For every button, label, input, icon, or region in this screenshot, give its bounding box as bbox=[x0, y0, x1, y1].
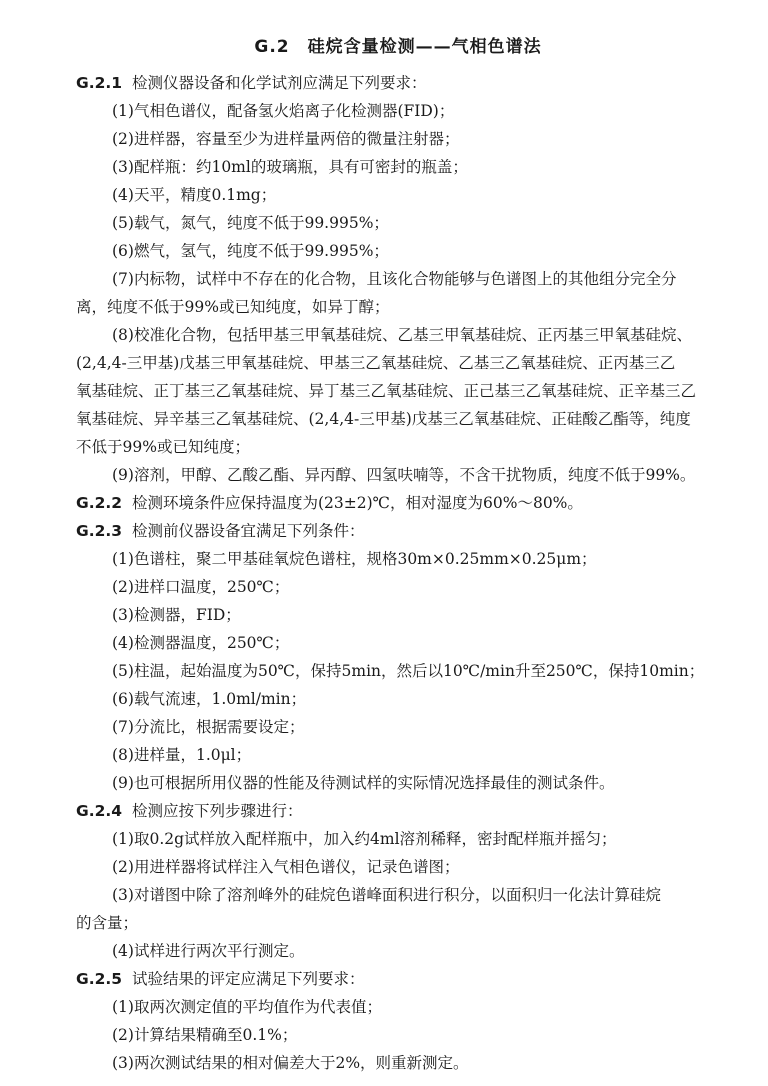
clause-text: 检测应按下列步骤进行： bbox=[132, 802, 303, 820]
clause-G-2-2 bbox=[76, 489, 720, 517]
clause-number: G.2.1 bbox=[76, 74, 123, 92]
list-item: (3)检测器，FID； bbox=[112, 606, 241, 624]
list-item: (4)天平，精度0.1mg； bbox=[112, 186, 277, 204]
clause-heading bbox=[76, 965, 720, 993]
list-item: (1)取两次测定值的平均值作为代表值； bbox=[112, 998, 382, 1016]
list-item-continuation: 氧基硅烷、异辛基三乙氧基硅烷、(2,4,4-三甲基)戊基三乙氧基硅烷、正硅酸乙酯等，纯度 bbox=[76, 410, 691, 428]
list-item: (7)分流比，根据需要设定； bbox=[112, 718, 305, 736]
document-body bbox=[76, 69, 720, 1077]
section-title: G.2 硅烷含量检测——气相色谱法 bbox=[254, 37, 542, 57]
clause-text: 检测前仪器设备宜满足下列条件： bbox=[132, 522, 365, 540]
list-item: (2)计算结果精确至0.1%； bbox=[112, 1026, 298, 1044]
list-item-continuation: 不低于99%或已知纯度； bbox=[76, 438, 250, 456]
clause-G-2-1 bbox=[76, 69, 720, 489]
list-item: (9)溶剂，甲醇、乙酸乙酯、异丙醇、四氢呋喃等，不含干扰物质，纯度不低于99%。 bbox=[112, 466, 696, 484]
clause-number: G.2.2 bbox=[76, 494, 123, 512]
list-item: (3)配样瓶：约10ml的玻璃瓶，具有可密封的瓶盖； bbox=[112, 158, 468, 176]
list-item: (3)两次测试结果的相对偏差大于2%，则重新测定。 bbox=[112, 1054, 469, 1072]
clause-text: 试验结果的评定应满足下列要求： bbox=[132, 970, 365, 988]
clause-G-2-5 bbox=[76, 965, 720, 1077]
list-item: (5)柱温，起始温度为50℃，保持5min，然后以10℃/min升至250℃，保持10min； bbox=[112, 662, 705, 680]
list-item: (3)对谱图中除了溶剂峰外的硅烷色谱峰面积进行积分，以面积归一化法计算硅烷 bbox=[112, 886, 661, 904]
list-item: (1)色谱柱，聚二甲基硅氧烷色谱柱，规格30m×0.25mm×0.25μm； bbox=[112, 550, 597, 568]
list-item: (6)载气流速，1.0ml/min； bbox=[112, 690, 307, 708]
clause-number: G.2.3 bbox=[76, 522, 123, 540]
list-item: (8)校准化合物，包括甲基三甲氧基硅烷、乙基三甲氧基硅烷、正丙基三甲氧基硅烷、 bbox=[112, 326, 692, 344]
list-item: (9)也可根据所用仪器的性能及待测试样的实际情况选择最佳的测试条件。 bbox=[112, 774, 615, 792]
list-item-continuation: 氧基硅烷、正丁基三乙氧基硅烷、异丁基三乙氧基硅烷、正己基三乙氧基硅烷、正辛基三乙 bbox=[76, 382, 697, 400]
clause-G-2-4 bbox=[76, 797, 720, 965]
clause-heading bbox=[76, 517, 720, 545]
list-item: (2)进样器，容量至少为进样量两倍的微量注射器； bbox=[112, 130, 460, 148]
list-item: (5)载气，氮气，纯度不低于99.995%； bbox=[112, 214, 389, 232]
list-item: (1)取0.2g试样放入配样瓶中，加入约4ml溶剂稀释，密封配样瓶并摇匀； bbox=[112, 830, 617, 848]
clause-text: 检测环境条件应保持温度为(23±2)℃，相对湿度为60%～80%。 bbox=[132, 494, 583, 512]
list-item: (2)进样口温度，250℃； bbox=[112, 578, 290, 596]
clause-G-2-3 bbox=[76, 517, 720, 797]
clause-number: G.2.5 bbox=[76, 970, 123, 988]
list-item: (2)用进样器将试样注入气相色谱仪，记录色谱图； bbox=[112, 858, 460, 876]
list-item: (4)试样进行两次平行测定。 bbox=[112, 942, 305, 960]
clause-heading bbox=[76, 489, 720, 517]
list-item: (4)检测器温度，250℃； bbox=[112, 634, 290, 652]
clause-heading bbox=[76, 69, 720, 97]
clause-number: G.2.4 bbox=[76, 802, 123, 820]
list-item: (8)进样量，1.0μl； bbox=[112, 746, 252, 764]
list-item: (7)内标物，试样中不存在的化合物，且该化合物能够与色谱图上的其他组分完全分 bbox=[112, 270, 677, 288]
list-item: (1)气相色谱仪，配备氢火焰离子化检测器(FID)； bbox=[112, 102, 455, 120]
clause-text: 检测仪器设备和化学试剂应满足下列要求： bbox=[132, 74, 427, 92]
clause-heading bbox=[76, 797, 720, 825]
list-item: (6)燃气，氢气，纯度不低于99.995%； bbox=[112, 242, 389, 260]
list-item-continuation: (2,4,4-三甲基)戊基三甲氧基硅烷、甲基三乙氧基硅烷、乙基三乙氧基硅烷、正丙基三乙 bbox=[76, 354, 676, 372]
list-item-continuation: 离，纯度不低于99%或已知纯度，如异丁醇； bbox=[76, 298, 390, 316]
list-item-continuation: 的含量； bbox=[76, 914, 139, 932]
